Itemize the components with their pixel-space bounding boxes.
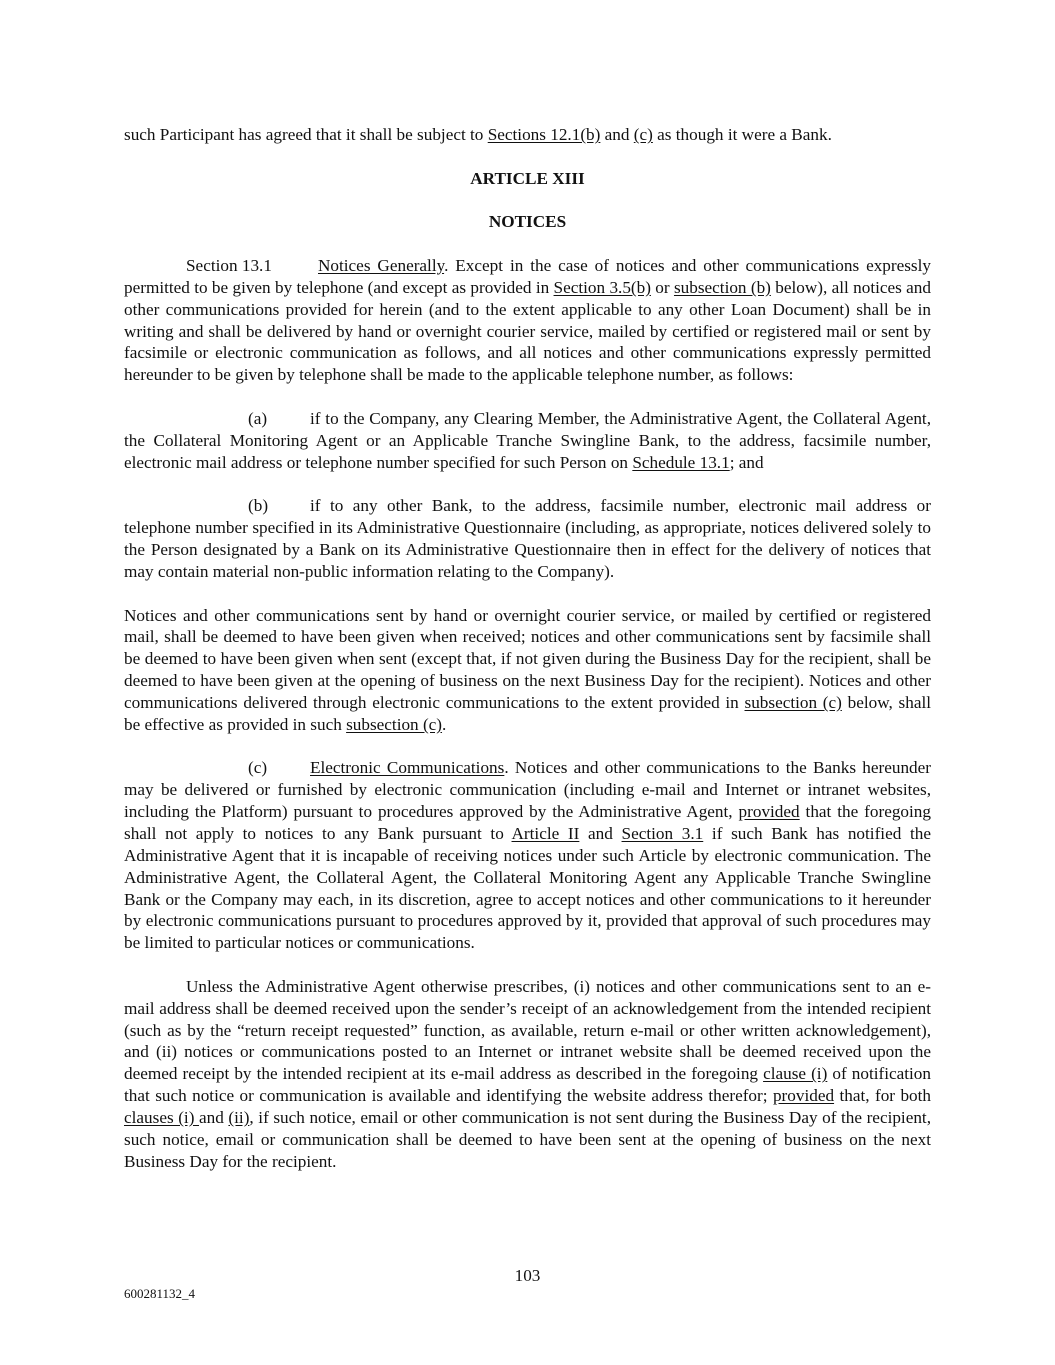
section-number: Section 13.1 — [186, 256, 272, 276]
clause-label: (b) — [248, 496, 269, 516]
section-heading: Notices Generally — [318, 256, 445, 276]
cross-reference: Section 3.5(b) — [553, 277, 651, 297]
document-id: 600281132_4 — [124, 1286, 196, 1301]
cross-reference: subsection (b) — [673, 277, 771, 297]
unless-paragraph: Unless the Administrative Agent otherwise prescribes, (i) notices and other communications sent to an e-mail address shall be deemed received upon the sender’s receipt of an acknowledgement from the intended recipient (such as by the “return receipt requested” function, as available, return e-mail or other written acknowledgement), and (ii) notices or communications posted to an Internet or intranet website shall be deemed received upon the deemed receipt by the intended recipient at its e-mail address as described in the foregoing clause (i) of notification that such notice or communication is available and identifying the website address therefor; provided that, for both clauses (i) and (ii), if such notice, email or other communication is not sent during the Business Day of the recipient, such notice, email or communication shall be deemed to have been sent at the opening of business on the next Business Day for the recipient. — [124, 976, 932, 1171]
clause-heading: Electronic Communications — [310, 758, 505, 778]
document-page — [124, 124, 931, 1173]
carryover-paragraph: such Participant has agreed that it shall be subject to Sections 12.1(b) and (c) as though it were a Bank. — [124, 125, 832, 144]
article-number: ARTICLE XIII — [470, 168, 585, 188]
notices-effective-paragraph: Notices and other communications sent by hand or overnight courier service, or mailed by certified or registered mail, shall be deemed to have been given when received; notices and other communications sent by facsimile shall be deemed to have been given when sent (except that, if not given during the Business Day for the recipient, shall be deemed to have been given at the opening of business on the next Business Day for the recipient). Notices and other communications delivered through electronic communications to the extent provided in subsection (c) below, shall be effective as provided in such subsection (c). — [124, 605, 931, 734]
cross-reference: Section 3.1 — [621, 824, 704, 843]
provided-term: provided — [738, 802, 800, 822]
cross-reference: Sections 12.1(b) — [487, 125, 601, 144]
provided-term: provided — [772, 1086, 835, 1106]
section-13-1-paragraph: Section 13.1 Notices Generally. Except in the case of notices and other communications expressly permitted to be given by telephone (and except as provided in Section 3.5(b) or subsection (b) below), all notices and other communications provided for herein (and to the extent applicable to any other Loan Document) shall be in writing and shall be delivered by hand or overnight courier service, mailed by certified or registered mail or sent by facsimile or electronic communication as follows, and all notices and other communications expressly permitted hereunder to be given by telephone shall be made to the applicable telephone number, as follows: — [124, 256, 931, 385]
cross-reference: (ii) — [228, 1107, 250, 1127]
clause-label: (c) — [248, 758, 268, 778]
cross-reference: (c) — [633, 125, 653, 144]
clause-a-paragraph: (a) if to the Company, any Clearing Member, the Administrative Agent, the Collateral Agent, the Collateral Monitoring Agent or an Applicable Tranche Swingline Bank, to the address, facsimile number, electronic mail address or telephone number specified for such Person on Schedule 13.1; and — [124, 408, 931, 472]
cross-reference: Schedule 13.1 — [632, 452, 730, 472]
clause-label: (a) — [248, 408, 268, 428]
clause-b-paragraph: (b) if to any other Bank, to the address, facsimile number, electronic mail address or telephone number specified in its Administrative Questionnaire (including, as appropriate, notices delivered solely to the Person designated by a Bank on its Administrative Questionnaire then in effect for the delivery of notices that may contain material non-public information relating to the Company). — [124, 496, 931, 581]
cross-reference: clauses (i) — [124, 1107, 200, 1127]
clause-c-paragraph: (c) Electronic Communications. Notices and other communications to the Banks hereunder may be delivered or furnished by electronic communication (including e-mail and Internet or intranet websites, including the Platform) pursuant to procedures approved by the Administrative Agent, provided that the foregoing shall not apply to notices to any Bank pursuant to Article II and Section 3.1 if such Bank has notified the Administrative Agent that it is incapable of receiving notices under such Article by electronic communication. The Administrative Agent, the Collateral Agent, the Collateral Monitoring Agent any Applicable Tranche Swingline Bank or the Company may each, in its discretion, agree to accept notices and other communications to it hereunder by electronic communications pursuant to procedures approved by it, provided that approval of such procedures may be limited to particular notices or communications. — [124, 758, 931, 953]
cross-reference: Article II — [511, 824, 580, 843]
cross-reference: subsection (c) — [346, 714, 443, 734]
page-number: 103 — [514, 1266, 541, 1285]
cross-reference: subsection (c) — [744, 692, 842, 712]
article-title: NOTICES — [488, 212, 567, 232]
cross-reference: clause (i) — [763, 1064, 828, 1084]
